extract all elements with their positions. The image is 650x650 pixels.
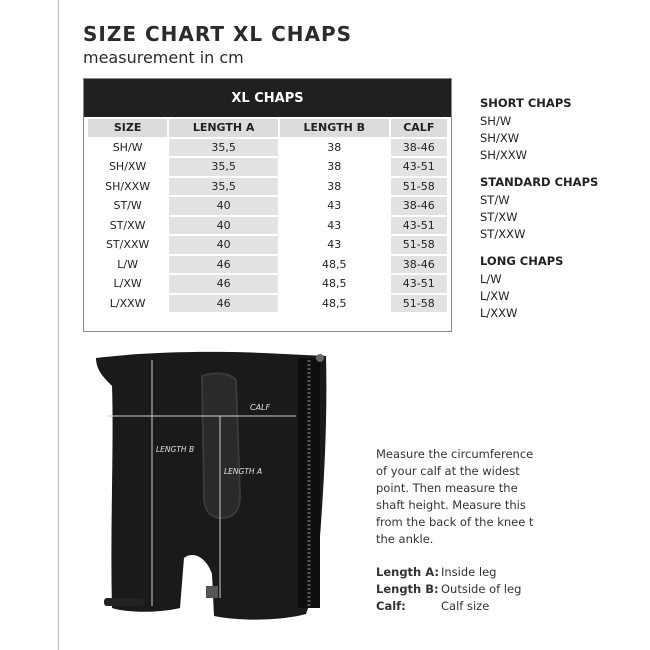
calf-cell: 38-46 <box>391 197 447 215</box>
length-b-cell: 48,5 <box>280 275 389 293</box>
calf-cell: 51-58 <box>391 178 447 196</box>
size-cell: ST/XXW <box>88 236 167 254</box>
length-a-cell: 40 <box>169 197 278 215</box>
size-cell: L/XXW <box>88 295 167 313</box>
column-header: LENGTH B <box>280 119 389 137</box>
column-header: SIZE <box>88 119 167 137</box>
calf-cell: 43-51 <box>391 217 447 235</box>
key-label: Length B: <box>376 582 439 596</box>
column-header: CALF <box>391 119 447 137</box>
page-title: SIZE CHART XL CHAPS <box>83 22 353 46</box>
table-row <box>88 256 447 274</box>
key-value: Calf size <box>441 599 490 613</box>
table-row <box>88 295 447 313</box>
size-cell: L/W <box>88 256 167 274</box>
instruction-line: Measure the circumference <box>376 447 534 461</box>
size-grid <box>86 117 449 314</box>
table-row <box>88 178 447 196</box>
instruction-line: of your calf at the widest <box>376 464 520 478</box>
length-a-cell: 35,5 <box>169 158 278 176</box>
length-b-cell: 43 <box>280 236 389 254</box>
column-header-row <box>88 119 447 137</box>
legend-item: L/XW <box>480 289 510 303</box>
table-header: XL CHAPS <box>84 79 451 117</box>
length-a-cell: 35,5 <box>169 178 278 196</box>
length-b-cell: 48,5 <box>280 256 389 274</box>
calf-cell: 38-46 <box>391 256 447 274</box>
calf-cell: 43-51 <box>391 158 447 176</box>
size-cell: L/XW <box>88 275 167 293</box>
instruction-line: the ankle. <box>376 532 434 546</box>
foot-strap <box>104 598 144 606</box>
key-row <box>376 598 521 615</box>
instruction-line: from the back of the knee t <box>376 515 534 529</box>
legend-group-short <box>480 96 598 164</box>
length-b-cell: 38 <box>280 158 389 176</box>
legend-item: SH/W <box>480 114 512 128</box>
size-legend <box>480 96 598 333</box>
length-a-cell: 46 <box>169 275 278 293</box>
legend-group-long <box>480 254 598 322</box>
length-a-cell: 46 <box>169 295 278 313</box>
legend-item: ST/XW <box>480 210 518 224</box>
calf-cell: 38-46 <box>391 139 447 157</box>
table-row <box>88 139 447 157</box>
key-label: Length A: <box>376 565 439 579</box>
column-header: LENGTH A <box>169 119 278 137</box>
table-row <box>88 275 447 293</box>
key-value: Outside of leg <box>441 582 522 596</box>
length-b-cell: 38 <box>280 139 389 157</box>
legend-group-title: STANDARD CHAPS <box>480 175 599 189</box>
size-cell: SH/XW <box>88 158 167 176</box>
length-b-cell: 48,5 <box>280 295 389 313</box>
zipper <box>298 358 320 608</box>
length-a-cell: 35,5 <box>169 139 278 157</box>
calf-label: CALF <box>250 403 271 412</box>
size-cell: SH/XXW <box>88 178 167 196</box>
key-row <box>376 581 521 598</box>
length-b-label: LENGTH B <box>156 445 195 454</box>
length-b-cell: 38 <box>280 178 389 196</box>
calf-cell: 43-51 <box>391 275 447 293</box>
key-label: Calf: <box>376 599 406 613</box>
calf-cell: 51-58 <box>391 236 447 254</box>
table-row <box>88 158 447 176</box>
buckle <box>206 586 218 598</box>
length-b-cell: 43 <box>280 197 389 215</box>
size-table <box>83 78 452 332</box>
legend-group-title: LONG CHAPS <box>480 254 564 268</box>
legend-group-title: SHORT CHAPS <box>480 96 572 110</box>
length-a-cell: 46 <box>169 256 278 274</box>
legend-item: L/W <box>480 272 502 286</box>
size-cell: SH/W <box>88 139 167 157</box>
legend-item: ST/W <box>480 193 510 207</box>
page-subtitle: measurement in cm <box>83 48 244 67</box>
calf-cell: 51-58 <box>391 295 447 313</box>
instruction-line: point. Then measure the <box>376 481 518 495</box>
size-cell: ST/XW <box>88 217 167 235</box>
legend-item: ST/XXW <box>480 227 526 241</box>
snap-button <box>316 354 324 362</box>
length-a-label: LENGTH A <box>224 467 263 476</box>
measurement-key <box>376 564 521 615</box>
legend-item: SH/XW <box>480 131 520 145</box>
length-a-cell: 40 <box>169 217 278 235</box>
key-row <box>376 564 521 581</box>
legend-item: L/XXW <box>480 306 518 320</box>
legend-group-standard <box>480 175 598 243</box>
measurement-instructions <box>376 446 536 548</box>
size-cell: ST/W <box>88 197 167 215</box>
legend-item: SH/XXW <box>480 148 527 162</box>
table-row <box>88 236 447 254</box>
chaps-illustration <box>84 346 344 631</box>
length-a-cell: 40 <box>169 236 278 254</box>
key-value: Inside leg <box>441 565 497 579</box>
chaps-panel <box>202 373 240 518</box>
table-row <box>88 197 447 215</box>
page-margin-line <box>58 0 59 650</box>
length-b-cell: 43 <box>280 217 389 235</box>
instruction-line: shaft height. Measure this <box>376 498 526 512</box>
table-row <box>88 217 447 235</box>
